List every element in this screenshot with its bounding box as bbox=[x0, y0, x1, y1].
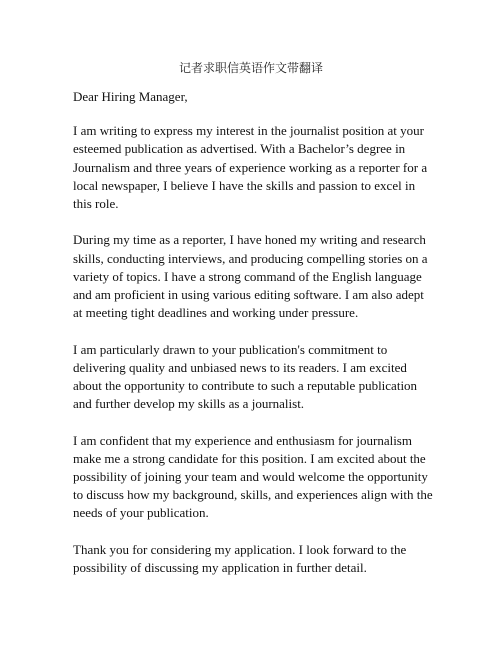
document-title: 记者求职信英语作文带翻译 bbox=[178, 61, 323, 75]
letter-salutation: Dear Hiring Manager, bbox=[73, 89, 188, 104]
letter-paragraph-3: I am particularly drawn to your publication's commitment to delivering quality and unbiased news to its readers. I am excited about the opportunity to contribute to such a reputable publication and further develop my skills as a journalist. bbox=[73, 341, 418, 412]
letter-body bbox=[73, 88, 435, 595]
letter-paragraph-2: During my time as a reporter, I have honed my writing and research skills, conducting interviews, and producing compelling stories on a variety of topics. I have a strong command of the English language and am proficient in using various editing software. I am also adept at meeting tight deadlines and working under pressure. bbox=[73, 232, 428, 321]
letter-paragraph-4: I am confident that my experience and enthusiasm for journalism make me a strong candidate for this position. I am excited about the possibility of joining your team and would welcome the opportunity to discuss how my background, skills, and experiences align with the needs of your publication. bbox=[73, 432, 433, 521]
letter-paragraph-1: I am writing to express my interest in the journalist position at your esteemed publication as advertised. With a Bachelor’s degree in Journalism and three years of experience working as a reporter for a local newspaper, I believe I have the skills and passion to excel in this role. bbox=[73, 123, 428, 212]
letter-paragraph-5: Thank you for considering my application. I look forward to the possibility of discussing my application in further detail. bbox=[73, 541, 407, 576]
